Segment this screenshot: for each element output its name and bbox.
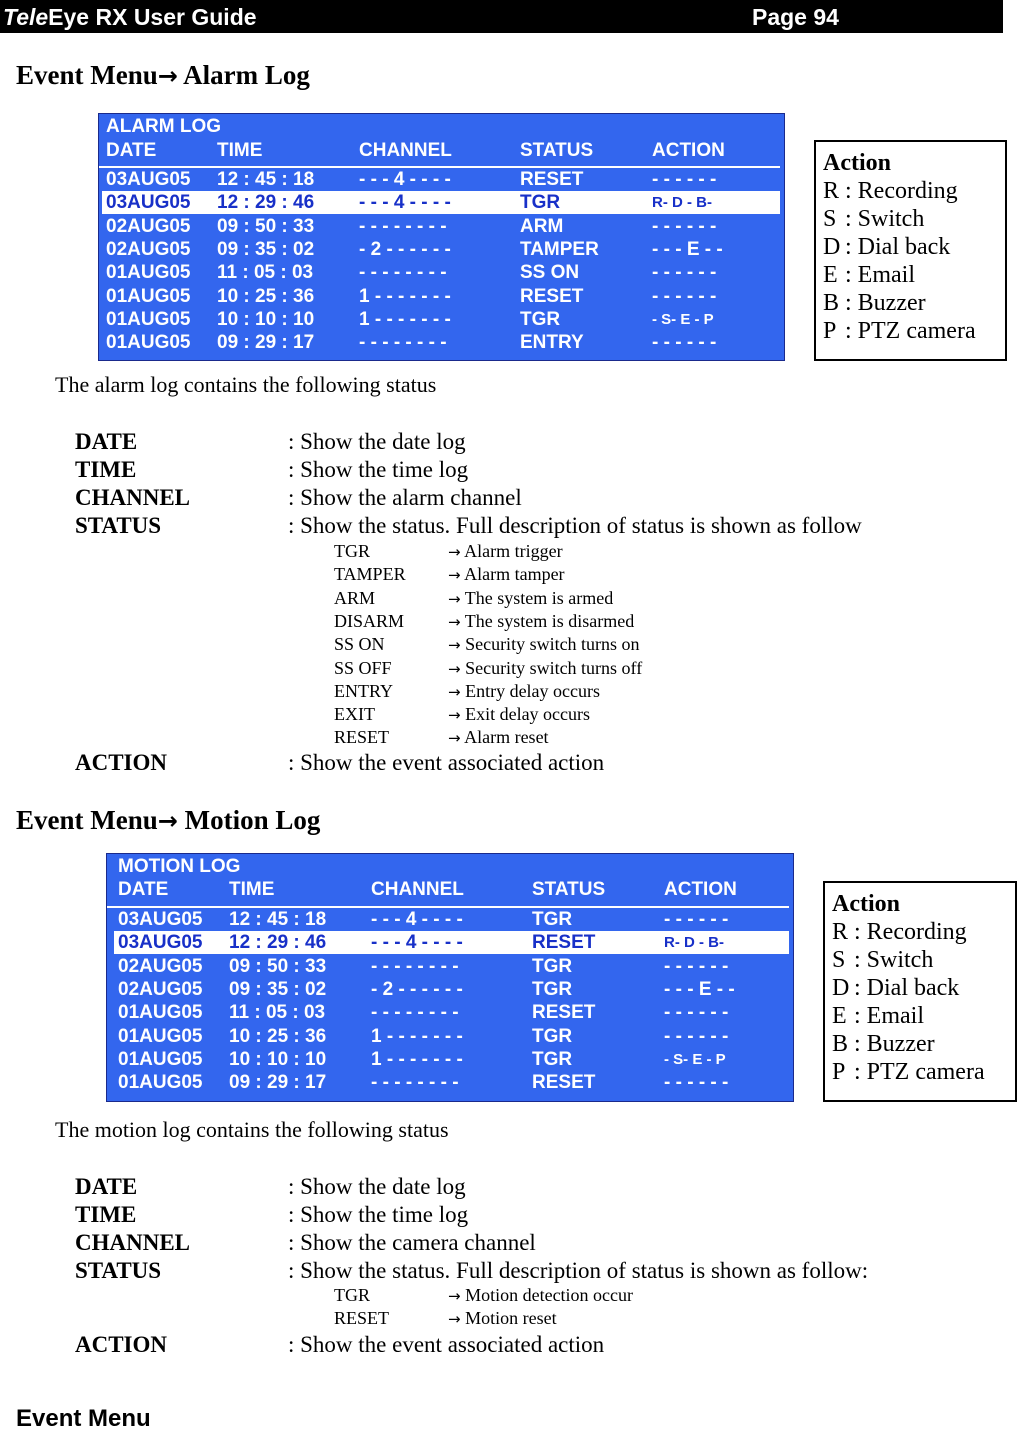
table-cell: 10 : 25 : 36 xyxy=(217,285,315,307)
arrow-icon: → xyxy=(448,659,461,678)
table-cell: 10 : 10 : 10 xyxy=(229,1048,327,1070)
status-definition xyxy=(334,657,834,680)
table-cell: 1 - - - - - - - xyxy=(371,1048,463,1070)
field-definition xyxy=(75,749,975,777)
alarm-log-panel xyxy=(98,113,785,361)
field-name: DATE xyxy=(75,1174,138,1199)
table-cell: - - - 4 - - - - xyxy=(359,169,451,190)
status-code: SS OFF xyxy=(334,657,392,678)
table-cell: ARM xyxy=(520,215,564,237)
legend-item xyxy=(823,317,1005,345)
table-row xyxy=(118,1071,789,1094)
field-definition xyxy=(75,456,975,484)
table-cell: TGR xyxy=(532,909,573,930)
action-legend-alarm xyxy=(814,140,1007,361)
field-desc: : Show the event associated action xyxy=(288,750,605,775)
field-desc: : Show the date log xyxy=(288,1174,466,1199)
table-cell: - - - - - - xyxy=(652,262,717,284)
table-cell: TGR xyxy=(532,1048,573,1070)
table-cell: 03AUG05 xyxy=(106,192,191,214)
alarm-intro: The alarm log contains the following status xyxy=(55,372,437,397)
status-desc: → Security switch turns off xyxy=(448,657,643,678)
table-cell: 02AUG05 xyxy=(118,978,203,1000)
page-number: Page 94 xyxy=(752,4,839,30)
table-cell: - - - - - - - - xyxy=(371,1072,459,1094)
table-cell: - S- E - P xyxy=(652,310,714,328)
legend-key: S xyxy=(823,206,837,232)
table-cell: - - - - - - xyxy=(664,1072,729,1094)
table-cell: 02AUG05 xyxy=(106,215,191,237)
table-cell: - - - 4 - - - - xyxy=(359,192,451,214)
legend-item xyxy=(823,289,1005,317)
table-cell: - - - 4 - - - - xyxy=(371,909,463,930)
table-cell: 03AUG05 xyxy=(118,909,203,930)
table-cell: RESET xyxy=(520,169,584,190)
motion-intro: The motion log contains the following status xyxy=(55,1117,449,1142)
field-name: TIME xyxy=(75,1202,137,1227)
panel-header: DATE TIME CHANNEL STATUS ACTION xyxy=(106,140,725,161)
table-cell: 01AUG05 xyxy=(118,1048,203,1070)
table-row xyxy=(118,1048,789,1071)
table-cell: - - - - - - xyxy=(664,1002,729,1024)
arrow-icon: → xyxy=(448,589,461,608)
legend-item xyxy=(832,918,1015,946)
table-cell: 1 - - - - - - - xyxy=(359,308,451,330)
table-cell: 03AUG05 xyxy=(118,932,203,954)
table-row xyxy=(106,261,780,284)
table-row xyxy=(118,955,789,978)
table-row xyxy=(106,215,780,238)
legend-desc: : PTZ camera xyxy=(854,1059,985,1085)
legend-key: B xyxy=(823,290,840,316)
table-cell: 09 : 35 : 02 xyxy=(217,238,315,260)
status-code: TGR xyxy=(334,1285,370,1305)
legend-key: P xyxy=(832,1059,846,1085)
field-name: ACTION xyxy=(75,750,168,775)
panel-title: ALARM LOG xyxy=(106,116,222,137)
field-name: DATE xyxy=(75,429,138,454)
status-desc: → Alarm reset xyxy=(448,727,549,748)
table-cell: 01AUG05 xyxy=(118,1025,203,1047)
legend-desc: : Buzzer xyxy=(845,290,926,316)
legend-desc: : Dial back xyxy=(845,234,951,260)
legend-desc: : Recording xyxy=(854,919,967,945)
table-cell: - - - 4 - - - - xyxy=(371,932,463,954)
field-definition xyxy=(75,1229,975,1257)
status-code: ARM xyxy=(334,587,376,608)
legend-desc: : Switch xyxy=(845,206,925,232)
status-code: EXIT xyxy=(334,704,375,725)
field-name: CHANNEL xyxy=(75,485,191,510)
field-definition xyxy=(75,1331,975,1359)
field-desc: : Show the event associated action xyxy=(288,1332,605,1357)
table-cell: 01AUG05 xyxy=(106,262,191,284)
field-desc: : Show the time log xyxy=(288,457,469,482)
legend-item xyxy=(823,261,1005,289)
arrow-icon: → xyxy=(448,612,461,631)
legend-item xyxy=(832,1030,1015,1058)
motion-log-panel xyxy=(106,853,794,1102)
table-cell: - - - - - - xyxy=(664,909,729,930)
table-cell: - 2 - - - - - - xyxy=(371,978,463,1000)
arrow-icon: → xyxy=(448,1310,461,1329)
table-cell: 01AUG05 xyxy=(106,332,191,354)
table-cell: 01AUG05 xyxy=(118,1002,203,1024)
field-desc: : Show the camera channel xyxy=(288,1230,536,1255)
legend-key: E xyxy=(832,1003,847,1029)
next-section-title: Event Menu xyxy=(16,1405,151,1432)
field-desc: : Show the alarm channel xyxy=(288,485,522,510)
table-cell: R- D - B- xyxy=(652,194,712,212)
legend-title: Action xyxy=(823,150,891,176)
status-definition xyxy=(334,1307,834,1330)
field-definition xyxy=(75,428,975,456)
field-definition xyxy=(75,1201,975,1229)
table-row xyxy=(118,978,789,1001)
table-cell: 01AUG05 xyxy=(106,308,191,330)
table-cell: RESET xyxy=(520,285,584,307)
status-desc: → Alarm trigger xyxy=(448,541,563,561)
legend-desc: : Buzzer xyxy=(854,1031,935,1057)
field-definition xyxy=(75,1173,975,1201)
legend-key: S xyxy=(832,947,846,973)
legend-key: E xyxy=(823,262,838,288)
table-row xyxy=(114,931,789,954)
table-cell: RESET xyxy=(532,932,596,954)
table-cell: 11 : 05 : 03 xyxy=(217,262,314,284)
legend-key: R xyxy=(823,178,840,204)
field-name: ACTION xyxy=(75,1332,168,1357)
table-row xyxy=(106,168,780,191)
status-definition xyxy=(334,703,834,726)
table-cell: 01AUG05 xyxy=(106,285,191,307)
motion-log-title: Event Menu→ Motion Log xyxy=(16,805,321,835)
field-name: STATUS xyxy=(75,513,162,538)
table-cell: 09 : 50 : 33 xyxy=(217,215,315,237)
status-desc: → Motion reset xyxy=(448,1308,557,1329)
table-cell: R- D - B- xyxy=(664,934,724,952)
status-definition xyxy=(334,563,834,586)
arrow-icon: → xyxy=(448,706,461,725)
legend-item xyxy=(823,177,1005,205)
table-row xyxy=(118,1001,789,1024)
table-cell: 12 : 29 : 46 xyxy=(217,192,315,214)
status-code: TAMPER xyxy=(334,564,406,585)
legend-item xyxy=(832,1002,1015,1030)
legend-key: R xyxy=(832,919,849,945)
table-row xyxy=(102,191,780,214)
status-desc: → Entry delay occurs xyxy=(448,680,601,701)
field-definition xyxy=(75,484,975,512)
field-name: STATUS xyxy=(75,1258,162,1283)
table-cell: - - - - - - xyxy=(664,1025,729,1047)
legend-key: D xyxy=(823,234,841,260)
table-row xyxy=(118,908,789,931)
alarm-log-title: Event Menu→ Alarm Log xyxy=(16,60,310,90)
status-code: ENTRY xyxy=(334,680,394,701)
status-definition xyxy=(334,1284,834,1307)
table-row xyxy=(118,1025,789,1048)
arrow-icon: → xyxy=(448,1287,461,1305)
table-cell: - - - E - - xyxy=(664,978,735,1000)
field-desc: : Show the date log xyxy=(288,429,466,454)
status-desc: → Motion detection occur xyxy=(448,1285,634,1305)
table-cell: TGR xyxy=(532,955,573,977)
table-row xyxy=(106,308,780,331)
status-definition xyxy=(334,610,834,633)
table-cell: 09 : 50 : 33 xyxy=(229,955,327,977)
legend-key: D xyxy=(832,975,850,1001)
field-desc: : Show the status. Full description of status is shown as follow: xyxy=(288,1258,869,1283)
field-desc: : Show the time log xyxy=(288,1202,469,1227)
status-code: RESET xyxy=(334,1308,390,1329)
legend-desc: : PTZ camera xyxy=(845,318,976,344)
guide-title: TeleEye RX User Guide xyxy=(3,4,257,30)
legend-item xyxy=(832,1058,1015,1086)
field-name: TIME xyxy=(75,457,137,482)
table-cell: - - - - - - - - xyxy=(371,955,459,977)
legend-item xyxy=(823,205,1005,233)
legend-item xyxy=(823,233,1005,261)
field-name: CHANNEL xyxy=(75,1230,191,1255)
table-cell: 10 : 25 : 36 xyxy=(229,1025,327,1047)
table-row xyxy=(106,285,780,308)
table-cell: 02AUG05 xyxy=(106,238,191,260)
legend-key: B xyxy=(832,1031,849,1057)
arrow-icon: → xyxy=(448,636,461,655)
legend-desc: : Recording xyxy=(845,178,958,204)
table-cell: - - - - - - xyxy=(652,215,717,237)
status-definition xyxy=(334,726,834,749)
table-cell: 09 : 29 : 17 xyxy=(217,332,315,354)
arrow-icon: → xyxy=(448,566,461,585)
status-definition xyxy=(334,633,834,656)
table-cell: TAMPER xyxy=(520,238,599,260)
status-code: TGR xyxy=(334,541,370,561)
panel-header: DATE TIME CHANNEL STATUS ACTION xyxy=(118,879,737,900)
legend-item xyxy=(832,946,1015,974)
table-cell: TGR xyxy=(532,1025,573,1047)
status-definition xyxy=(334,680,834,703)
table-cell: 09 : 29 : 17 xyxy=(229,1072,327,1094)
legend-key: P xyxy=(823,318,837,344)
table-cell: - - - E - - xyxy=(652,238,723,260)
table-cell: - - - - - - xyxy=(664,955,729,977)
status-desc: → Security switch turns on xyxy=(448,634,640,655)
status-desc: → Alarm tamper xyxy=(448,564,565,585)
table-cell: 01AUG05 xyxy=(118,1072,203,1094)
table-cell: 12 : 29 : 46 xyxy=(229,932,327,954)
table-cell: - - - - - - - - xyxy=(359,332,447,354)
page-header xyxy=(0,0,1003,33)
action-legend-motion xyxy=(823,881,1017,1102)
legend-desc: : Email xyxy=(854,1003,924,1029)
arrow-icon: → xyxy=(448,543,461,561)
status-definition xyxy=(334,540,834,563)
table-cell: 1 - - - - - - - xyxy=(371,1025,463,1047)
table-cell: RESET xyxy=(532,1002,596,1024)
table-cell: TGR xyxy=(520,308,561,330)
table-cell: 03AUG05 xyxy=(106,169,191,190)
panel-title: MOTION LOG xyxy=(118,856,241,877)
status-desc: → The system is disarmed xyxy=(448,610,635,631)
table-cell: RESET xyxy=(532,1072,596,1094)
table-cell: 1 - - - - - - - xyxy=(359,285,451,307)
arrow-icon: → xyxy=(448,729,461,748)
status-code: RESET xyxy=(334,727,390,748)
table-cell: - - - - - - - - xyxy=(359,215,447,237)
legend-desc: : Switch xyxy=(854,947,934,973)
table-cell: - 2 - - - - - - xyxy=(359,238,451,260)
status-desc: → Exit delay occurs xyxy=(448,704,591,725)
table-cell: - - - - - - xyxy=(652,169,717,190)
table-cell: TGR xyxy=(532,978,573,1000)
field-definition xyxy=(75,1257,975,1285)
table-cell: SS ON xyxy=(520,262,580,284)
status-desc: → The system is armed xyxy=(448,587,614,608)
table-cell: - - - - - - - - xyxy=(359,262,447,284)
table-cell: - - - - - - xyxy=(652,332,717,354)
table-cell: 12 : 45 : 18 xyxy=(229,909,327,930)
arrow-icon: → xyxy=(448,682,461,701)
table-cell: 02AUG05 xyxy=(118,955,203,977)
table-cell: - - - - - - - - xyxy=(371,1002,459,1024)
legend-desc: : Email xyxy=(845,262,915,288)
table-cell: 09 : 35 : 02 xyxy=(229,978,327,1000)
table-row xyxy=(106,331,780,354)
status-code: SS ON xyxy=(334,634,385,655)
table-row xyxy=(106,238,780,261)
table-cell: ENTRY xyxy=(520,332,584,354)
field-definition xyxy=(75,512,975,540)
legend-title: Action xyxy=(832,891,900,917)
table-cell: - S- E - P xyxy=(664,1050,726,1068)
status-code: DISARM xyxy=(334,610,405,631)
table-cell: 12 : 45 : 18 xyxy=(217,169,315,190)
table-cell: TGR xyxy=(520,192,561,214)
table-cell: 11 : 05 : 03 xyxy=(229,1002,326,1024)
legend-desc: : Dial back xyxy=(854,975,960,1001)
table-cell: - - - - - - xyxy=(652,285,717,307)
legend-item xyxy=(832,974,1015,1002)
status-definition xyxy=(334,587,834,610)
field-desc: : Show the status. Full description of status is shown as follow xyxy=(288,513,862,538)
table-cell: 10 : 10 : 10 xyxy=(217,308,315,330)
